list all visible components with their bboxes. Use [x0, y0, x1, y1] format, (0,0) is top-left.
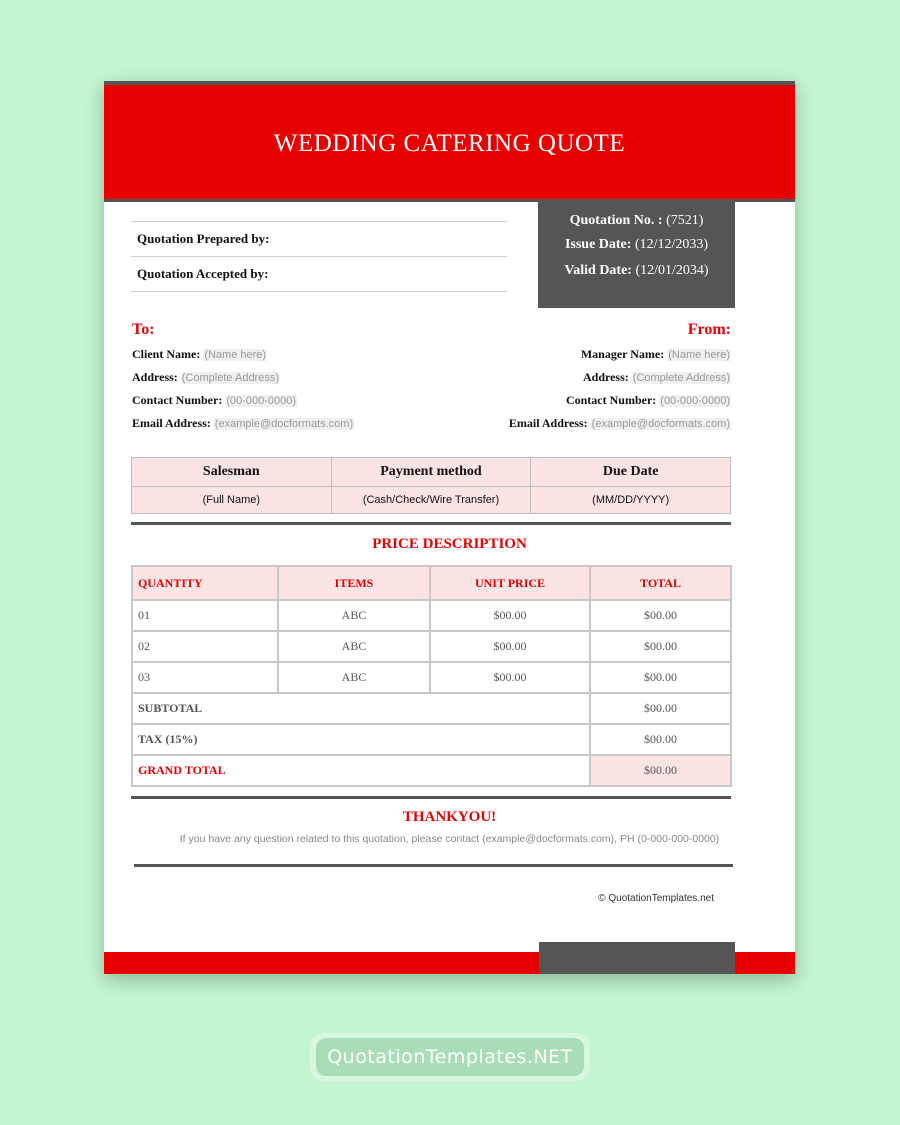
tax-label: TAX (15%)	[132, 724, 590, 755]
manager-address-line: Address: (Complete Address)	[582, 370, 730, 384]
payment-method-value[interactable]: (Cash/Check/Wire Transfer)	[331, 487, 531, 514]
contact-note: If you have any question related to this quotation, please contact (example@docformats.com), PH (0-000-000-0000)	[179, 833, 720, 845]
client-email-line: Email Address: (example@docformats.com)	[132, 416, 354, 430]
table-row	[132, 600, 731, 631]
footer-block	[539, 942, 735, 974]
table-row	[132, 631, 731, 662]
accepted-by-label: Quotation Accepted by:	[137, 266, 269, 281]
from-heading: From:	[687, 321, 731, 338]
client-email-field[interactable]: (example@docformats.com)	[214, 418, 354, 430]
tax-row	[132, 724, 731, 755]
header-banner	[104, 85, 795, 201]
to-heading: To:	[132, 321, 155, 338]
subtotal-row	[132, 693, 731, 724]
client-address-field[interactable]: (Complete Address)	[181, 372, 280, 384]
quote-document	[104, 81, 795, 974]
price-table	[131, 565, 732, 787]
item-cell[interactable]: ABC	[278, 631, 430, 662]
grand-total-label: GRAND TOTAL	[132, 755, 590, 786]
section-divider	[134, 864, 733, 867]
signoff-table	[131, 221, 507, 292]
salesman-value[interactable]: (Full Name)	[132, 487, 332, 514]
issue-date: Issue Date: (12/12/2033)	[564, 237, 709, 252]
client-name-line: Client Name: (Name here)	[132, 347, 267, 361]
grand-total-row	[132, 755, 731, 786]
item-cell[interactable]: ABC	[278, 600, 430, 631]
quotation-info-box	[538, 202, 735, 308]
manager-contact-line: Contact Number: (00-000-0000)	[565, 393, 730, 407]
document-title: WEDDING CATERING QUOTE	[273, 130, 626, 157]
salesman-header: Salesman	[132, 458, 332, 487]
manager-email-field[interactable]: (example@docformats.com)	[591, 418, 730, 430]
prepared-by-row	[131, 221, 507, 256]
tax-value[interactable]: $00.00	[590, 724, 731, 755]
client-contact-line: Contact Number: (00-000-0000)	[132, 393, 297, 407]
valid-date: Valid Date: (12/01/2034)	[564, 263, 709, 278]
price-description-title: PRICE DESCRIPTION	[372, 536, 527, 552]
thank-you-heading: THANKYOU!	[402, 809, 497, 825]
due-date-value[interactable]: (MM/DD/YYYY)	[531, 487, 731, 514]
quantity-cell[interactable]: 01	[132, 600, 278, 631]
sales-meta-table	[131, 457, 731, 514]
payment-method-header: Payment method	[331, 458, 531, 487]
client-address-line: Address: (Complete Address)	[132, 370, 280, 384]
manager-contact-field[interactable]: (00-000-0000)	[660, 395, 730, 407]
section-divider	[131, 796, 731, 799]
unit-price-cell[interactable]: $00.00	[430, 631, 590, 662]
brand-label: QuotationTemplates.NET	[316, 1038, 584, 1076]
price-table-header	[132, 566, 731, 600]
brand-badge[interactable]	[310, 1033, 590, 1081]
total-cell[interactable]: $00.00	[590, 631, 731, 662]
total-cell[interactable]: $00.00	[590, 600, 731, 631]
total-header: TOTAL	[590, 566, 731, 600]
unit-price-cell[interactable]: $00.00	[430, 600, 590, 631]
subtotal-value[interactable]: $00.00	[590, 693, 731, 724]
quotation-number: Quotation No. : (7521)	[569, 213, 704, 228]
prepared-by-label: Quotation Prepared by:	[137, 231, 270, 246]
client-name-field[interactable]: (Name here)	[204, 349, 267, 361]
manager-name-line: Manager Name: (Name here)	[580, 347, 730, 361]
copyright-text: © QuotationTemplates.net	[598, 893, 714, 904]
manager-address-field[interactable]: (Complete Address)	[632, 372, 730, 384]
unit-price-header: UNIT PRICE	[430, 566, 590, 600]
total-cell[interactable]: $00.00	[590, 662, 731, 693]
table-row	[132, 662, 731, 693]
items-header: ITEMS	[278, 566, 430, 600]
unit-price-cell[interactable]: $00.00	[430, 662, 590, 693]
grand-total-value[interactable]: $00.00	[590, 755, 731, 786]
due-date-header: Due Date	[531, 458, 731, 487]
quantity-header: QUANTITY	[132, 566, 278, 600]
accepted-by-row	[131, 256, 507, 292]
client-contact-field[interactable]: (00-000-0000)	[226, 395, 297, 407]
section-divider	[131, 522, 731, 525]
manager-name-field[interactable]: (Name here)	[668, 349, 730, 361]
quantity-cell[interactable]: 03	[132, 662, 278, 693]
subtotal-label: SUBTOTAL	[132, 693, 590, 724]
manager-email-line: Email Address: (example@docformats.com)	[508, 416, 730, 430]
quantity-cell[interactable]: 02	[132, 631, 278, 662]
item-cell[interactable]: ABC	[278, 662, 430, 693]
